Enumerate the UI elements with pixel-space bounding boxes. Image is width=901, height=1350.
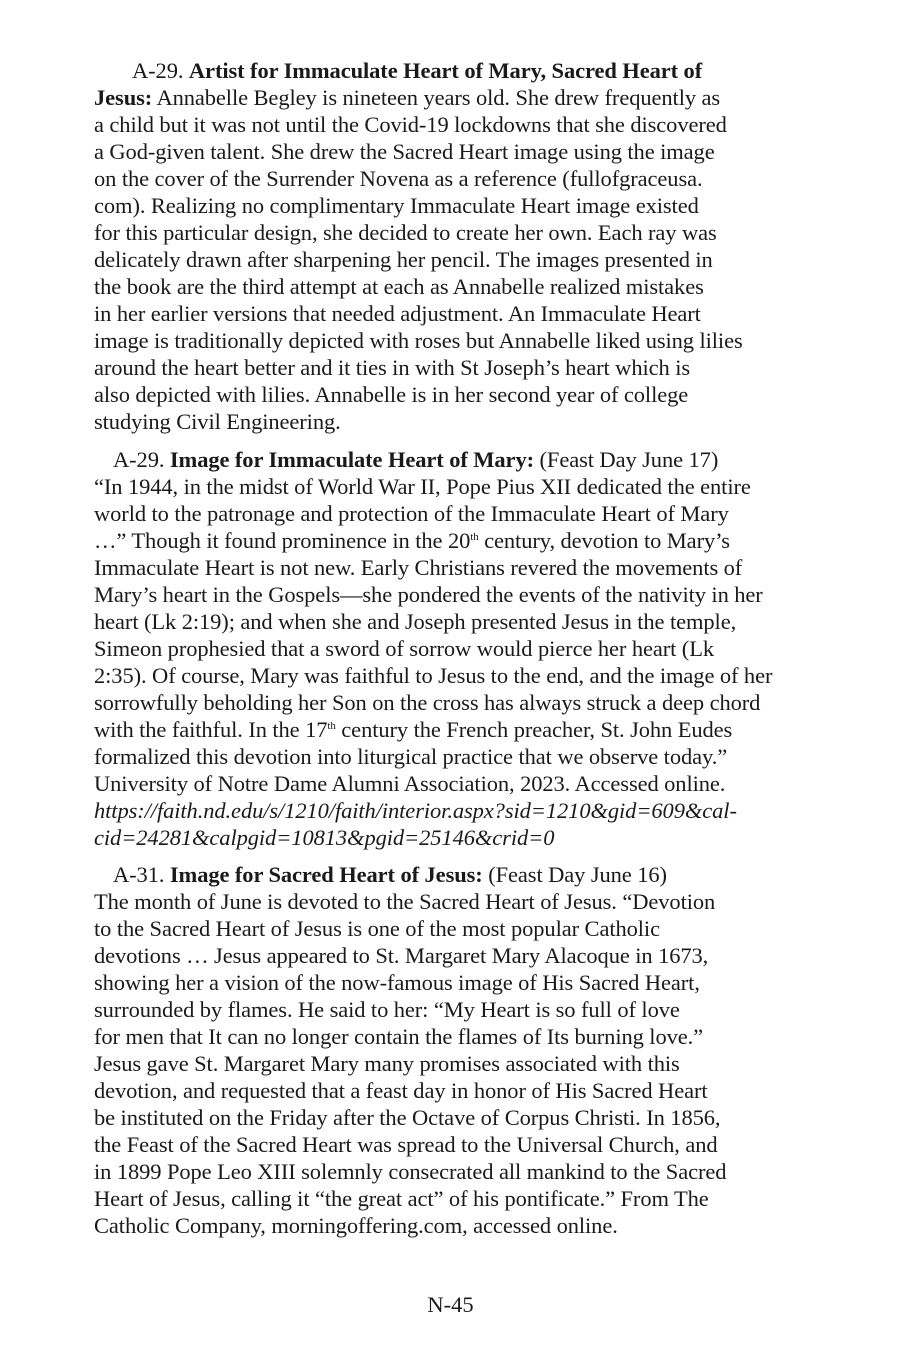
body-line: the Feast of the Sacred Heart was spread to the Universal Church, and <box>94 1132 718 1157</box>
body-line: “In 1944, in the midst of World War II, Pope Pius XII dedicated the entire <box>94 474 751 499</box>
body-line: a child but it was not until the Covid-19 lockdowns that she discovered <box>94 112 727 137</box>
body-line: Simeon prophesied that a sword of sorrow would pierce her heart (Lk <box>94 636 714 661</box>
body-line: heart (Lk 2:19); and when she and Joseph presented Jesus in the temple, <box>94 609 737 634</box>
body-line: be instituted on the Friday after the Octave of Corpus Christi. In 1856, <box>94 1105 721 1130</box>
body-line: delicately drawn after sharpening her pencil. The images presented in <box>94 247 713 272</box>
body-line: showing her a vision of the now-famous image of His Sacred Heart, <box>94 970 700 995</box>
body-line: the book are the third attempt at each as Annabelle realized mistakes <box>94 274 704 299</box>
body-line: to the Sacred Heart of Jesus is one of the most popular Catholic <box>94 916 660 941</box>
entry-heading <box>132 57 702 84</box>
body-line: Heart of Jesus, calling it “the great act” of his pontificate.” From The <box>94 1186 709 1211</box>
entry-title-continued: Jesus: <box>94 85 153 110</box>
body-line: for this particular design, she decided to create her own. Each ray was <box>94 220 717 245</box>
entry-heading <box>113 446 718 473</box>
body-line: Immaculate Heart is not new. Early Christians revered the movements of <box>94 555 743 580</box>
body-line: Mary’s heart in the Gospels—she pondered the events of the nativity in her <box>94 582 763 607</box>
body-line: in her earlier versions that needed adjustment. An Immaculate Heart <box>94 301 701 326</box>
body-line: around the heart better and it ties in with St Joseph’s heart which is <box>94 355 690 380</box>
body-line: with the faithful. In the 17th century the French preacher, St. John Eudes <box>94 717 733 742</box>
page-number: N-45 <box>427 1292 474 1317</box>
body-line: University of Notre Dame Alumni Association, 2023. Accessed online. <box>94 771 726 796</box>
source-url-continued: cid=24281&calpgid=10813&pgid=25146&crid=0 <box>94 825 555 850</box>
body-line: devotions … Jesus appeared to St. Margaret Mary Alacoque in 1673, <box>94 943 709 968</box>
feast-day: (Feast Day June 16) <box>482 862 667 887</box>
body-line: formalized this devotion into liturgical practice that we observe today.” <box>94 744 728 769</box>
body-line: Jesus: Annabelle Begley is nineteen years old. She drew frequently as <box>94 85 721 110</box>
body-line: devotion, and requested that a feast day in honor of His Sacred Heart <box>94 1078 708 1103</box>
body-line: image is traditionally depicted with roses but Annabelle liked using lilies <box>94 328 743 353</box>
entry-title: Artist for Immaculate Heart of Mary, Sacred Heart of <box>188 58 703 83</box>
body-line: in 1899 Pope Leo XIII solemnly consecrated all mankind to the Sacred <box>94 1159 727 1184</box>
entry-id: A-29. <box>132 58 184 83</box>
body-line: surrounded by flames. He said to her: “My Heart is so full of love <box>94 997 680 1022</box>
body-line: studying Civil Engineering. <box>94 409 341 434</box>
body-line: The month of June is devoted to the Sacred Heart of Jesus. “Devotion <box>94 889 716 914</box>
body-line: …” Though it found prominence in the 20th century, devotion to Mary’s <box>94 528 730 553</box>
body-line: a God-given talent. She drew the Sacred Heart image using the image <box>94 139 715 164</box>
body-line: Catholic Company, morningoffering.com, accessed online. <box>94 1213 618 1238</box>
body-line: also depicted with lilies. Annabelle is in her second year of college <box>94 382 689 407</box>
entry-title: Image for Sacred Heart of Jesus: <box>169 862 483 887</box>
entry-title: Image for Immaculate Heart of Mary: <box>169 447 534 472</box>
entry-heading <box>113 861 667 888</box>
body-line: world to the patronage and protection of the Immaculate Heart of Mary <box>94 501 729 526</box>
body-line: on the cover of the Surrender Novena as a reference (fullofgraceusa. <box>94 166 703 191</box>
body-line: for men that It can no longer contain the flames of Its burning love.” <box>94 1024 704 1049</box>
entry-id: A-31. <box>113 862 165 887</box>
body-line: sorrowfully beholding her Son on the cross has always struck a deep chord <box>94 690 761 715</box>
source-url: https://faith.nd.edu/s/1210/faith/interior.aspx?sid=1210&gid=609&cal- <box>94 798 737 823</box>
entry-id: A-29. <box>113 447 165 472</box>
feast-day: (Feast Day June 17) <box>534 447 719 472</box>
body-line: com). Realizing no complimentary Immaculate Heart image existed <box>94 193 699 218</box>
body-line: 2:35). Of course, Mary was faithful to Jesus to the end, and the image of her <box>94 663 773 688</box>
body-line: Jesus gave St. Margaret Mary many promises associated with this <box>94 1051 680 1076</box>
